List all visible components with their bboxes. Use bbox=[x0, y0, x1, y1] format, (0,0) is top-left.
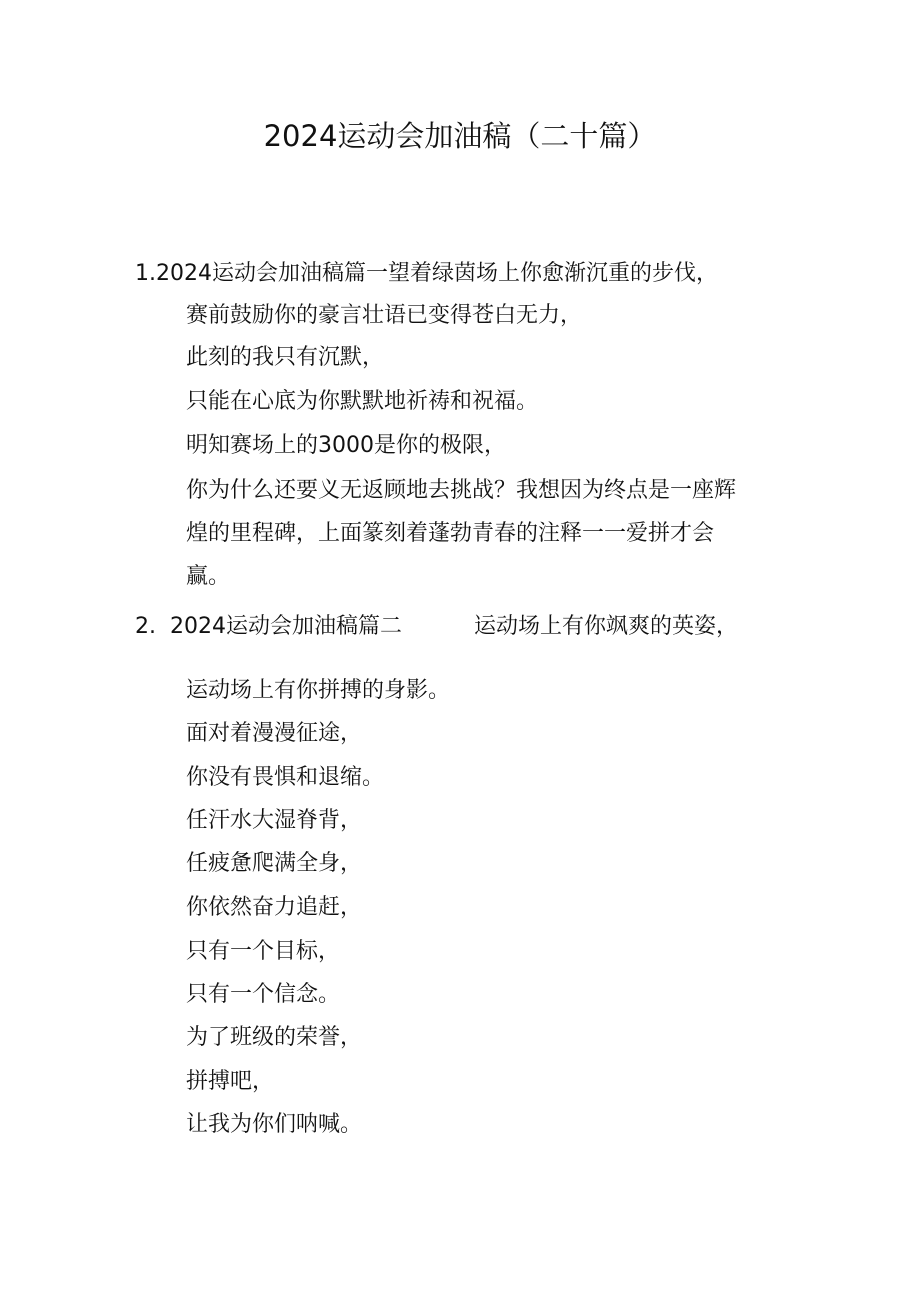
section-2-line: 任汗水大湿脊背， bbox=[186, 808, 363, 833]
section-1-line: 煌的里程碑，上面篆刻着蓬勃青春的注释一一爱拼才会 bbox=[186, 521, 715, 546]
section-1-line: 明知赛场上的3000是你的极限， bbox=[186, 433, 506, 458]
section-2-line: 你没有畏惧和退缩。 bbox=[186, 765, 385, 790]
section-2-line: 任疲惫爬满全身， bbox=[186, 851, 363, 876]
section-1-line: 赛前鼓励你的豪言壮语已变得苍白无力， bbox=[186, 303, 583, 328]
section-1-line: 你为什么还要义无返顾地去挑战？我想因为终点是一座辉 bbox=[186, 478, 737, 503]
section-2-line: 面对着漫漫征途， bbox=[186, 721, 363, 746]
section-1-heading: 1.2024运动会加油稿篇一望着绿茵场上你愈渐沉重的步伐， bbox=[135, 261, 718, 286]
section-2-line: 为了班级的荣誉， bbox=[186, 1025, 363, 1050]
section-2-line: 让我为你们呐喊。 bbox=[186, 1112, 363, 1137]
section-2-heading-title: 2024运动会加油稿篇二 bbox=[170, 614, 402, 639]
section-2-line: 拼搏吧， bbox=[186, 1069, 275, 1094]
document-title: 2024运动会加油稿（二十篇） bbox=[263, 119, 657, 153]
section-1-line: 此刻的我只有沉默， bbox=[186, 345, 385, 370]
section-2-line: 运动场上有你拼搏的身影。 bbox=[186, 678, 451, 703]
section-2-line: 只有一个信念。 bbox=[186, 982, 341, 1007]
section-2-line: 你依然奋力追赶， bbox=[186, 895, 363, 920]
section-2-heading bbox=[135, 612, 738, 642]
section-2-number: 2. bbox=[135, 614, 156, 639]
section-1-line: 只能在心底为你默默地祈祷和祝福。 bbox=[186, 389, 539, 414]
section-2-heading-rest: 运动场上有你飒爽的英姿， bbox=[474, 614, 739, 639]
section-2-line: 只有一个目标， bbox=[186, 939, 341, 964]
section-1-line: 赢。 bbox=[186, 564, 231, 589]
